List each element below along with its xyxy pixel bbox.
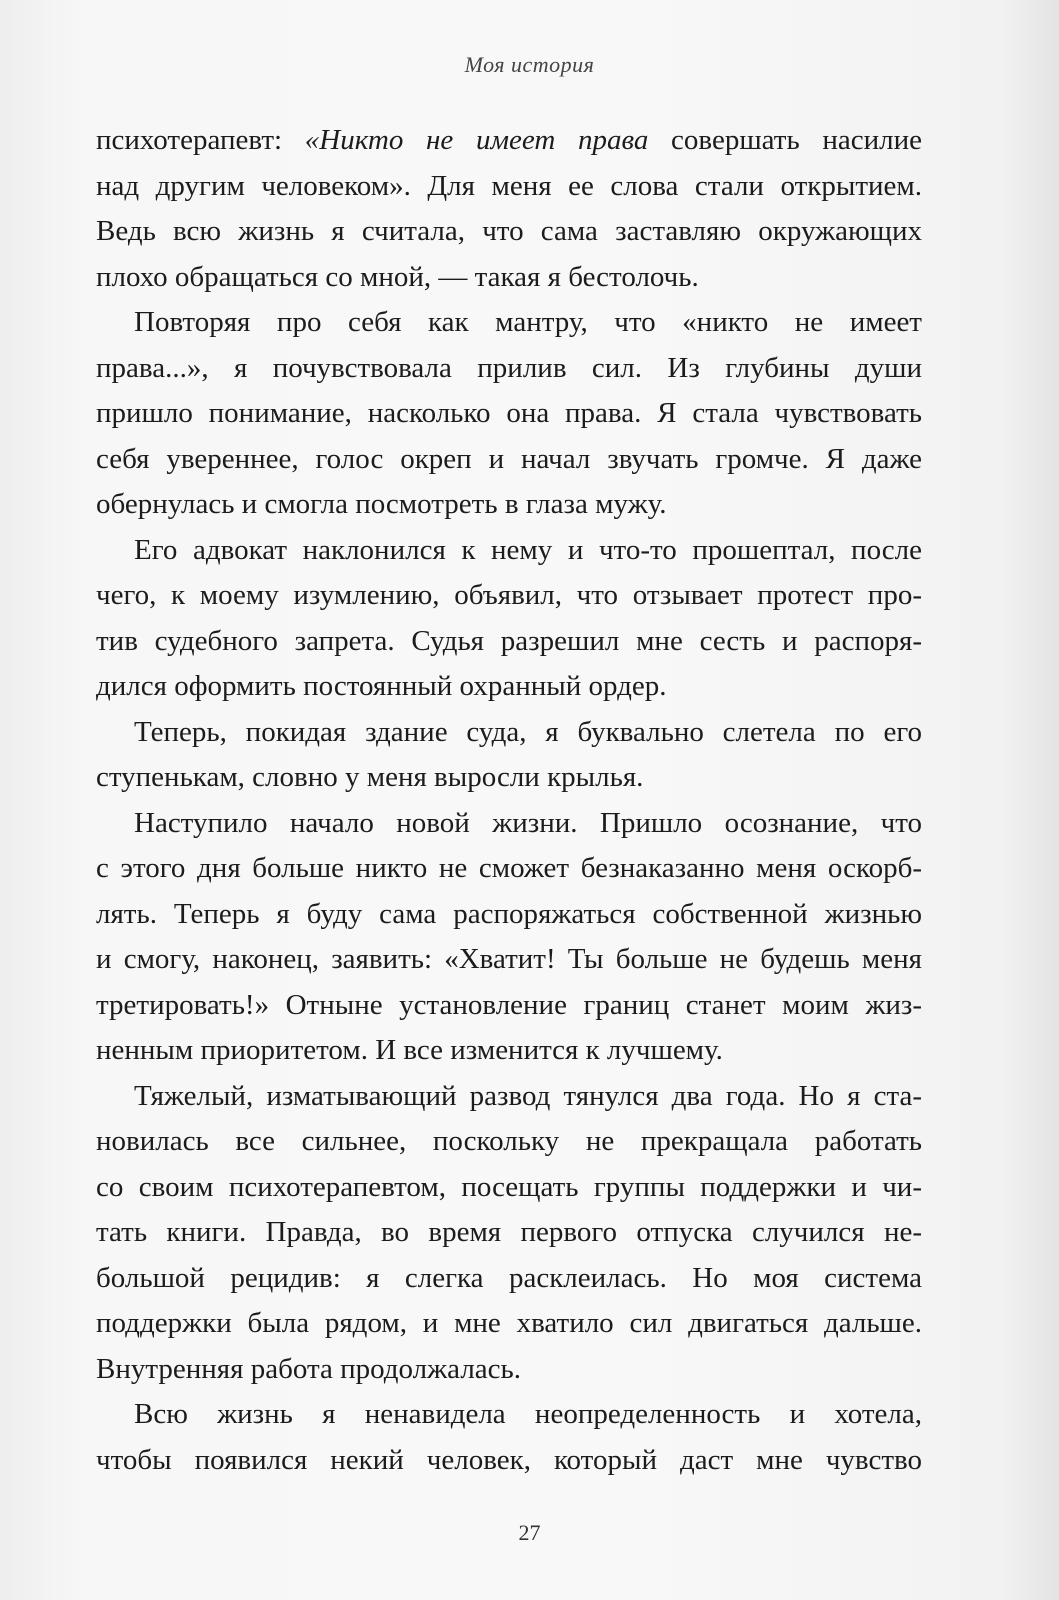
text-line: дился оформить постоянный охранный ордер. xyxy=(96,670,667,702)
text-line: Теперь, покидая здание суда, я буквально слетела по его xyxy=(134,715,922,748)
text-line: тать книги. Правда, во время первого отпуска случился не- xyxy=(96,1216,922,1248)
text-line: тив судебного запрета. Судья разрешил мне сесть и распоря- xyxy=(96,624,922,657)
text-line: Ведь всю жизнь я считала, что сама заставляю окружающих xyxy=(96,215,922,247)
page-number: 27 xyxy=(518,1520,541,1545)
body-text xyxy=(96,118,922,1483)
text-line: Внутренняя работа продолжалась. xyxy=(96,1352,522,1385)
text-line: ступенькам, словно у меня выросли крылья. xyxy=(96,761,644,793)
text-line: Его адвокат наклонился к нему и что-то прошептал, после xyxy=(134,533,922,566)
text-line: себя увереннее, голос окреп и начал звучать громче. Я даже xyxy=(96,442,922,475)
text-line: ненным приоритетом. И все изменится к лучшему. xyxy=(96,1034,723,1066)
text-line: права...», я почувствовала прилив сил. Из глубины души xyxy=(96,351,922,384)
text-line: чтобы появился некий человек, который даст мне чувство xyxy=(96,1443,922,1476)
emphasized-text: «Никто не имеет права xyxy=(304,124,649,156)
text-segment: совершать насилие xyxy=(648,124,923,156)
text-line xyxy=(96,118,922,164)
text-line: Повторяя про себя как мантру, что «никто не имеет xyxy=(134,306,922,338)
text-line: со своим психотерапевтом, посещать группы поддержки и чи- xyxy=(96,1170,922,1203)
running-head: Моя история xyxy=(464,52,595,77)
text-line: поддержки была рядом, и мне хватило сил двигаться дальше. xyxy=(96,1307,922,1339)
text-line: Тяжелый, изматывающий развод тянулся два года. Но я ста- xyxy=(134,1079,922,1112)
text-line: пришло понимание, насколько она права. Я стала чувствовать xyxy=(96,397,922,429)
text-line: обернулась и смогла посмотреть в глаза мужу. xyxy=(96,488,667,520)
text-line: плохо обращаться со мной, — такая я бестолочь. xyxy=(96,260,699,293)
text-line: Наступило начало новой жизни. Пришло осознание, что xyxy=(134,806,922,839)
text-segment: психотерапевт: xyxy=(96,124,305,156)
text-line: и смогу, наконец, заявить: «Хватит! Ты больше не будешь меня xyxy=(96,943,922,975)
text-line: лять. Теперь я буду сама распоряжаться собственной жизнью xyxy=(96,897,922,930)
page-edge-shadow xyxy=(999,0,1059,1600)
text-line: новилась все сильнее, поскольку не прекращала работать xyxy=(96,1125,922,1157)
text-line: третировать!» Отныне установление границ станет моим жиз- xyxy=(96,988,922,1021)
text-line: большой рецидив: я слегка расклеилась. Но моя система xyxy=(96,1261,922,1294)
text-line: с этого дня больше никто не сможет безнаказанно меня оскорб- xyxy=(96,852,922,884)
text-line: чего, к моему изумлению, объявил, что отзывает протест про- xyxy=(96,579,922,611)
text-line: Всю жизнь я ненавидела неопределенность и хотела, xyxy=(134,1398,922,1430)
text-line: над другим человеком». Для меня ее слова стали открытием. xyxy=(96,169,922,202)
